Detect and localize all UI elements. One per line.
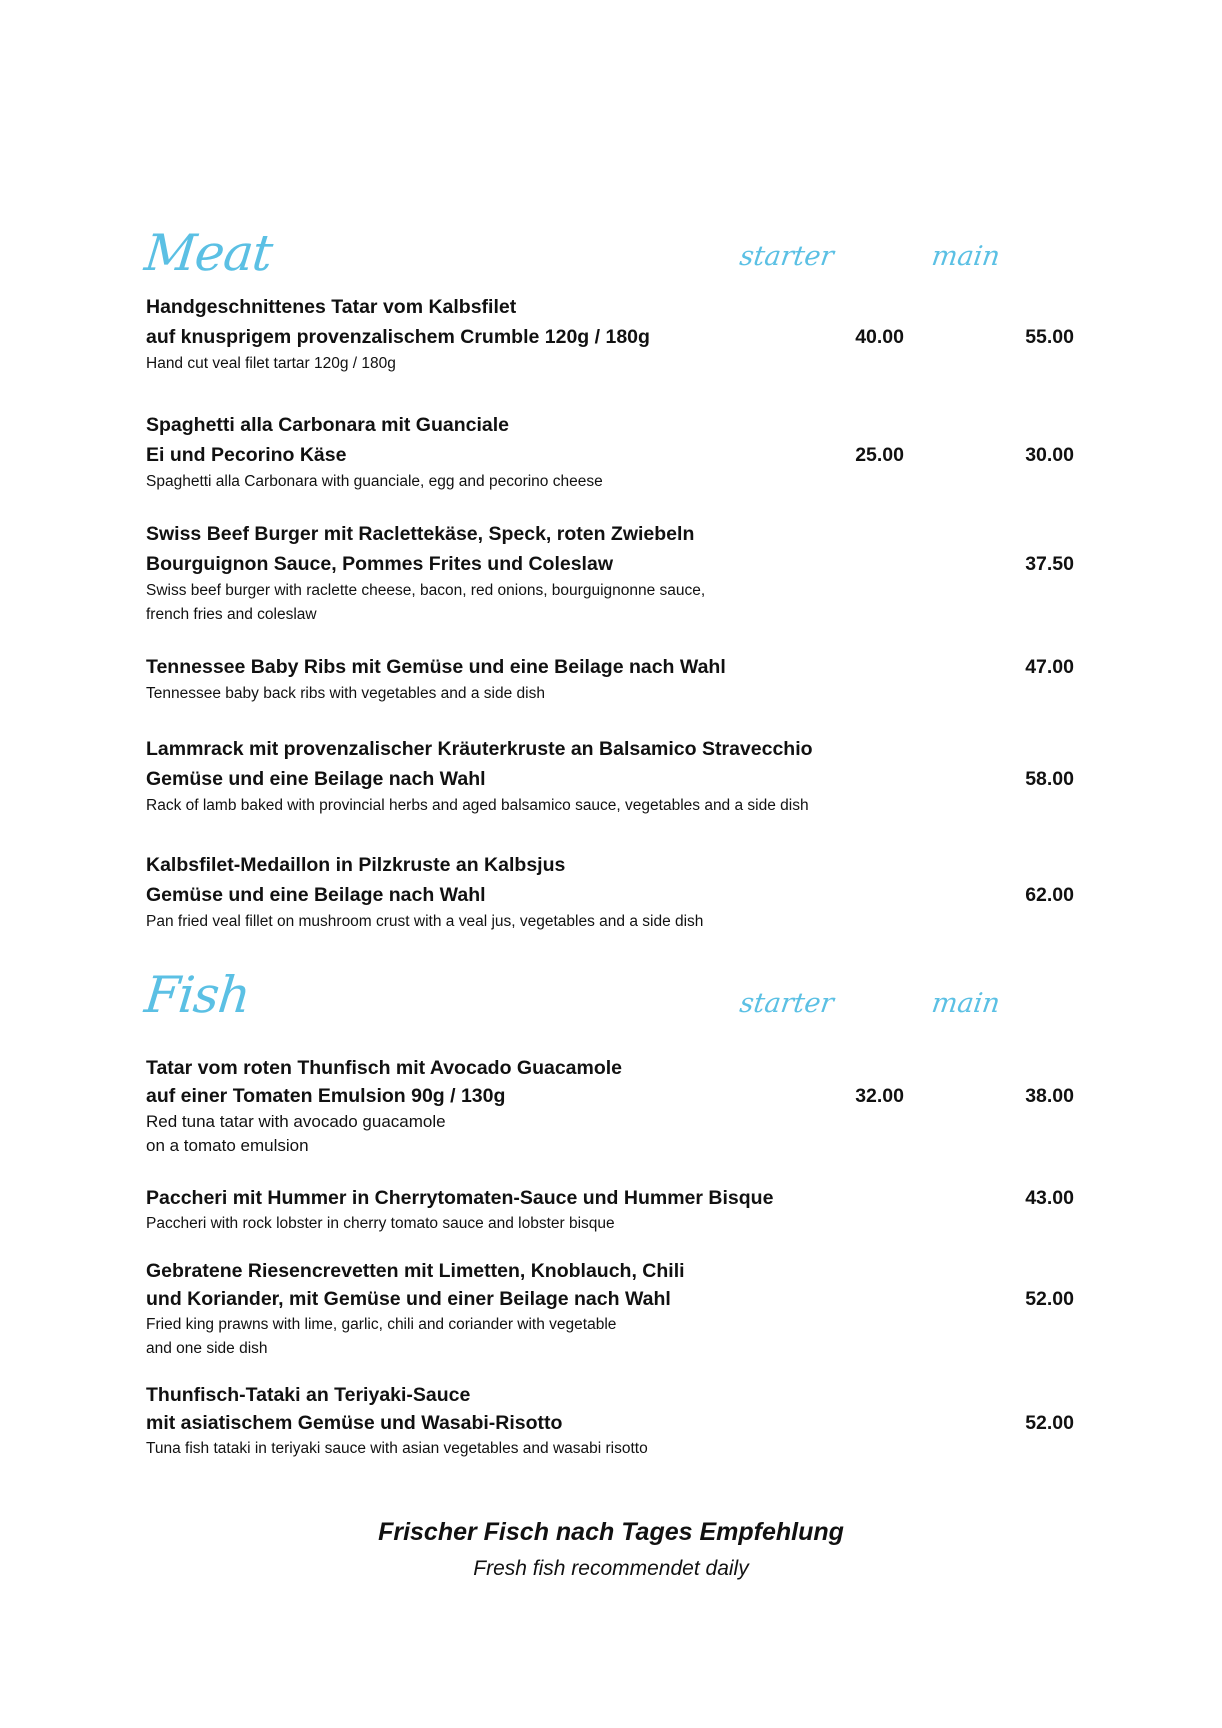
menu-item (146, 410, 1106, 494)
main-price: 47.00 (1025, 656, 1074, 678)
item-name-de: Tennessee Baby Ribs mit Gemüse und eine Beilage nach Wahl (146, 656, 726, 678)
menu-item (146, 292, 1106, 376)
item-name-en-line2: and one side dish (146, 1340, 268, 1357)
item-name-de: Gebratene Riesencrevetten mit Limetten, Knoblauch, Chili (146, 1260, 685, 1282)
column-header-starter: starter (737, 241, 836, 272)
column-header-main: main (929, 988, 1002, 1019)
menu-item (146, 1381, 1106, 1461)
main-price: 43.00 (1025, 1187, 1074, 1209)
starter-price: 40.00 (855, 326, 904, 348)
main-price: 52.00 (1025, 1288, 1074, 1310)
menu-item (146, 850, 1106, 934)
item-name-en: Swiss beef burger with raclette cheese, bacon, red onions, bourguignonne sauce, (146, 582, 706, 599)
item-name-en: Tuna fish tataki in teriyaki sauce with asian vegetables and wasabi risotto (146, 1440, 648, 1457)
footer-note-en: Fresh fish recommendet daily (473, 1557, 749, 1580)
item-name-de: Spaghetti alla Carbonara mit Guanciale (146, 414, 510, 436)
item-name-en: Hand cut veal filet tartar 120g / 180g (146, 355, 396, 372)
item-name-de-line2: Ei und Pecorino Käse (146, 444, 347, 466)
item-name-de-line2: Gemüse und eine Beilage nach Wahl (146, 884, 486, 906)
menu-item (146, 519, 1106, 627)
item-name-en-line2: on a tomato emulsion (146, 1136, 309, 1155)
item-name-de: Lammrack mit provenzalischer Kräuterkruste an Balsamico Stravecchio (146, 738, 813, 760)
item-name-de-line2: auf einer Tomaten Emulsion 90g / 130g (146, 1085, 506, 1107)
item-name-de: Tatar vom roten Thunfisch mit Avocado Guacamole (146, 1057, 623, 1079)
section-title-meat: Meat (141, 224, 275, 282)
footer-note-de: Frischer Fisch nach Tages Empfehlung (378, 1518, 844, 1546)
column-header-main: main (929, 241, 1002, 272)
item-name-en: Pan fried veal fillet on mushroom crust with a veal jus, vegetables and a side dish (146, 913, 704, 930)
item-name-de-line2: auf knusprigem provenzalischem Crumble 120g / 180g (146, 326, 650, 348)
menu-item (146, 1184, 1106, 1236)
main-price: 37.50 (1025, 553, 1074, 575)
item-name-en: Spaghetti alla Carbonara with guanciale, egg and pecorino cheese (146, 473, 603, 490)
item-name-en-line2: french fries and coleslaw (146, 606, 317, 623)
item-name-de-line2: und Koriander, mit Gemüse und einer Beilage nach Wahl (146, 1288, 671, 1310)
main-price: 58.00 (1025, 768, 1074, 790)
menu-item (146, 734, 1106, 818)
main-price: 52.00 (1025, 1412, 1074, 1434)
main-price: 62.00 (1025, 884, 1074, 906)
item-name-de: Paccheri mit Hummer in Cherrytomaten-Sauce und Hummer Bisque (146, 1187, 774, 1209)
item-name-en: Fried king prawns with lime, garlic, chili and coriander with vegetable (146, 1316, 617, 1333)
menu-item (146, 1054, 1106, 1158)
main-price: 38.00 (1025, 1085, 1074, 1107)
starter-price: 32.00 (855, 1085, 904, 1107)
column-header-starter: starter (737, 988, 836, 1019)
item-name-de-line2: Bourguignon Sauce, Pommes Frites und Coleslaw (146, 553, 613, 575)
item-name-en: Rack of lamb baked with provincial herbs and aged balsamico sauce, vegetables and a side dish (146, 797, 809, 814)
menu-item (146, 652, 1106, 706)
main-price: 30.00 (1025, 444, 1074, 466)
section-title-fish: Fish (141, 966, 253, 1024)
item-name-de: Swiss Beef Burger mit Raclettekäse, Speck, roten Zwiebeln (146, 523, 695, 545)
menu-item (146, 1257, 1106, 1361)
item-name-de: Handgeschnittenes Tatar vom Kalbsfilet (146, 296, 517, 318)
item-name-en: Paccheri with rock lobster in cherry tomato sauce and lobster bisque (146, 1215, 615, 1232)
starter-price: 25.00 (855, 444, 904, 466)
item-name-en: Red tuna tatar with avocado guacamole (146, 1112, 446, 1131)
item-name-de: Thunfisch-Tataki an Teriyaki-Sauce (146, 1384, 471, 1406)
item-name-de-line2: Gemüse und eine Beilage nach Wahl (146, 768, 486, 790)
item-name-de-line2: mit asiatischem Gemüse und Wasabi-Risotto (146, 1412, 563, 1434)
item-name-en: Tennessee baby back ribs with vegetables and a side dish (146, 685, 545, 702)
item-name-de: Kalbsfilet-Medaillon in Pilzkruste an Kalbsjus (146, 854, 566, 876)
main-price: 55.00 (1025, 326, 1074, 348)
